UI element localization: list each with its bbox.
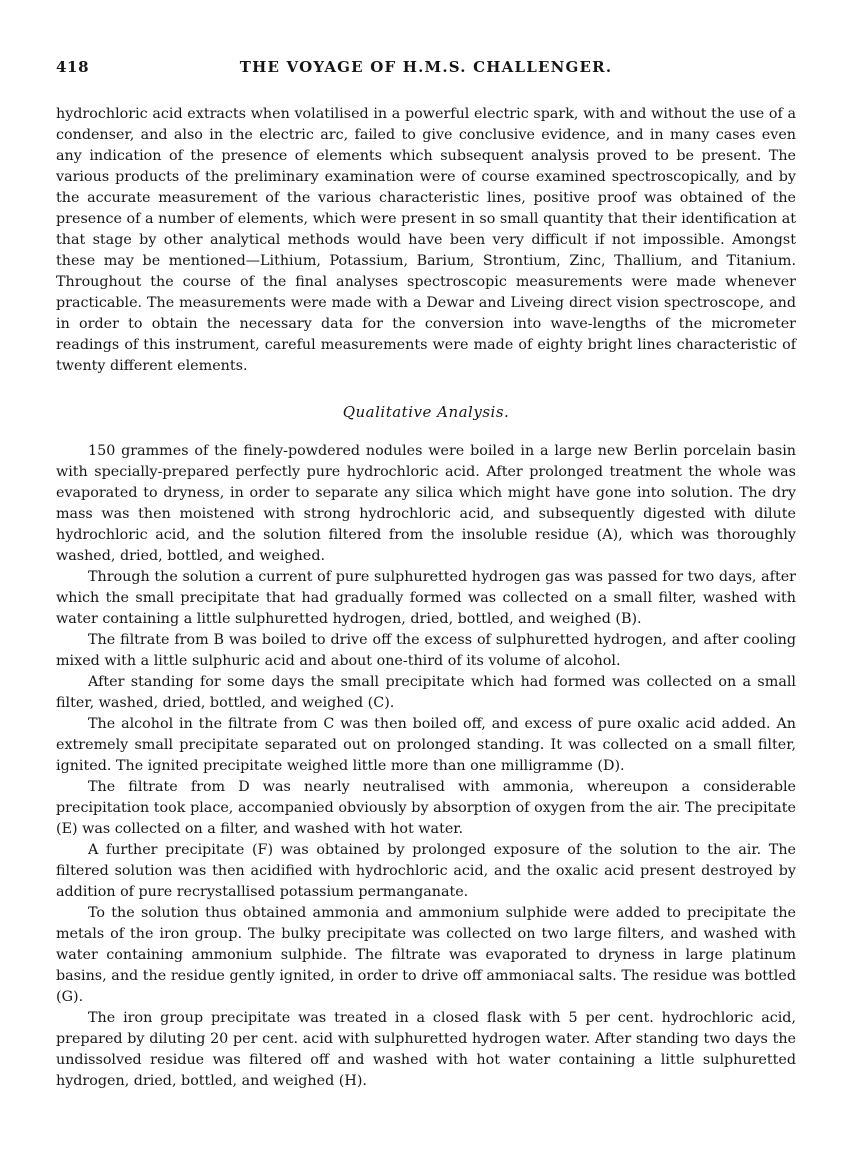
book-page bbox=[56, 58, 796, 1092]
paragraph-8: To the solution thus obtained ammonia and ammonium sulphide were added to precipitate the metals of the iron group. The bulky precipitate was collected on two large filters, and washed with water containing ammonium sulphide. The filtrate was evaporated to dryness in large platinum basins, and the residue gently ignited, in order to drive off ammoniacal salts. The residue was bottled (G). bbox=[56, 905, 796, 1005]
paragraph-4: After standing for some days the small precipitate which had formed was collected on a small filter, washed, dried, bottled, and weighed (C). bbox=[56, 674, 796, 711]
intro-paragraph: hydrochloric acid extracts when volatilised in a powerful electric spark, with and without the use of a condenser, and also in the electric arc, failed to give conclusive evidence, and in many cases even any indication of the presence of elements which subsequent analysis proved to be present. The various products of the preliminary examination were of course examined spectroscopically, and by the accurate measurement of the various characteristic lines, positive proof was obtained of the presence of a number of elements, which were present in so small quantity that their identification at that stage by other analytical methods would have been very difficult if not impossible. Amongst these may be mentioned—Lithium, Potassium, Barium, Strontium, Zinc, Thallium, and Titanium. Throughout the course of the final analyses spectroscopic measurements were made whenever practicable. The measurements were made with a Dewar and Liveing direct vision spectroscope, and in order to obtain the necessary data for the conversion into wave-lengths of the micrometer readings of this instrument, careful measurements were made of eighty bright lines characteristic of twenty different elements. bbox=[56, 106, 796, 374]
running-head bbox=[56, 58, 796, 84]
page-number: 418 bbox=[56, 58, 90, 76]
paragraph-7: A further precipitate (F) was obtained by prolonged exposure of the solution to the air. The filtered solution was then acidified with hydrochloric acid, and the oxalic acid present destroyed by addition of pure recrystallised potassium permanganate. bbox=[56, 842, 796, 900]
paragraph-5: The alcohol in the filtrate from C was then boiled off, and excess of pure oxalic acid added. An extremely small precipitate separated out on prolonged standing. It was collected on a small filter, ignited. The ignited precipitate weighed little more than one milligramme (D). bbox=[56, 716, 796, 774]
paragraph-9: The iron group precipitate was treated in a closed flask with 5 per cent. hydrochloric acid, prepared by diluting 20 per cent. acid with sulphuretted hydrogen water. After standing two days the undissolved residue was filtered off and washed with hot water containing a little sulphuretted hydrogen, dried, bottled, and weighed (H). bbox=[56, 1010, 796, 1089]
paragraph-2: Through the solution a current of pure sulphuretted hydrogen gas was passed for two days, after which the small precipitate that had gradually formed was collected on a small filter, washed with water containing a little sulphuretted hydrogen, dried, bottled, and weighed (B). bbox=[56, 569, 796, 627]
body-text bbox=[56, 104, 796, 1092]
paragraph-3: The filtrate from B was boiled to drive off the excess of sulphuretted hydrogen, and after cooling mixed with a little sulphuric acid and about one-third of its volume of alcohol. bbox=[56, 632, 796, 669]
paragraph-1: 150 grammes of the finely-powdered nodules were boiled in a large new Berlin porcelain basin with specially-prepared perfectly pure hydrochloric acid. After prolonged treatment the whole was evaporated to dryness, in order to separate any silica which might have gone into solution. The dry mass was then moistened with strong hydrochloric acid, and subsequently digested with dilute hydrochloric acid, and the solution filtered from the insoluble residue (A), which was thoroughly washed, dried, bottled, and weighed. bbox=[56, 443, 796, 564]
paragraph-6: The filtrate from D was nearly neutralised with ammonia, whereupon a considerable precipitation took place, accompanied obviously by absorption of oxygen from the air. The precipitate (E) was collected on a filter, and washed with hot water. bbox=[56, 779, 796, 837]
running-title: THE VOYAGE OF H.M.S. CHALLENGER. bbox=[239, 58, 613, 76]
section-heading: Qualitative Analysis. bbox=[342, 403, 510, 421]
